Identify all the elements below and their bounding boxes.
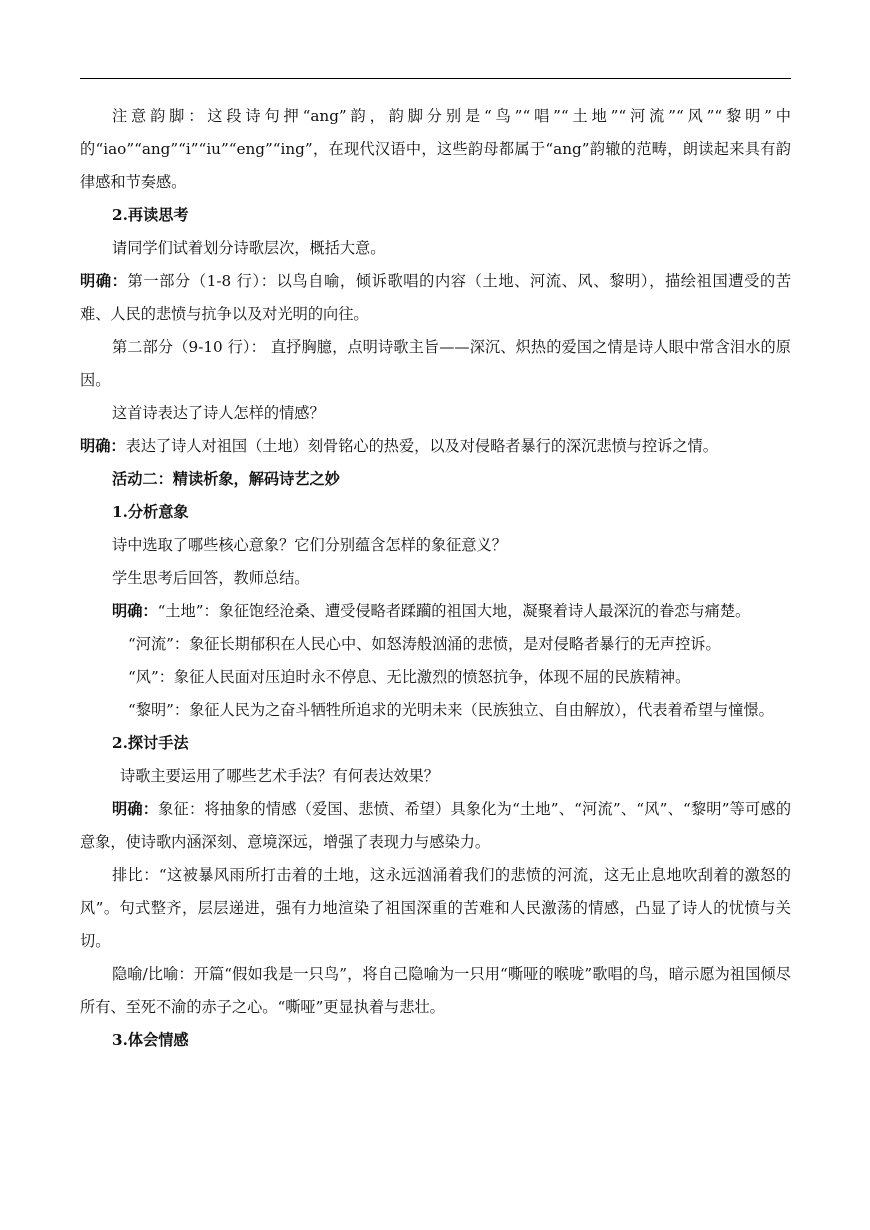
emotion-answer: 明确：表达了诗人对祖国（土地）刻骨铭心的热爱，以及对侵略者暴行的深沉悲愤与控诉之情。 [80, 437, 718, 455]
answer-part-one: 明确：第一部分（1-8 行）：以鸟自喻，倾诉歌唱的内容（土地、河流、风、黎明），描绘祖国遭受的苦难、人民的悲愤与抗争以及对光明的向往。 [80, 272, 792, 323]
technique-symbolism: 明确：象征：将抽象的情感（爱国、悲愤、希望）具象化为“土地”、“河流”、“风”、“黎明”等可感的意象，使诗歌内涵深刻、意境深远，增强了表现力与感染力。 [80, 800, 792, 851]
technique-parallelism: 排比：“这被暴风雨所打击着的土地，这永远汹涌着我们的悲愤的河流，这无止息地吹刮着的激怒的风”。句式整齐，层层递进，强有力地渲染了祖国深重的苦难和人民激荡的情感，凸显了诗人的忧愤与关切。 [80, 866, 791, 950]
answer-label: 明确： [80, 437, 126, 455]
technique-metaphor: 隐喻/比喻：开篇“假如我是一只鸟”，将自己隐喻为一只用“嘶哑的喉咙”歌唱的鸟，暗示愿为祖国倾尽所有、至死不渝的赤子之心。“嘶哑”更显执着与悲壮。 [80, 965, 791, 1016]
answer-label: 明确： [112, 800, 159, 818]
imagery-answer-dawn: “黎明”：象征人民为之奋斗牺牲所追求的光明未来（民族独立、自由解放），代表着希望与憧憬。 [128, 701, 774, 719]
document-body [80, 100, 791, 1057]
technique-question: 诗歌主要运用了哪些艺术手法？有何表达效果？ [120, 767, 439, 785]
imagery-instruction: 学生思考后回答，教师总结。 [112, 569, 310, 587]
rhyme-note: 注意韵脚：这段诗句押“ang”韵，韵脚分别是“鸟”“唱”“土地”“河流”“风”“黎明”中的“iao”“ang”“i”“iu”“eng”“ing”，在现代汉语中，这些韵母都属于“ang”韵辙的范畴，朗读起来具有韵律感和节奏感。 [80, 107, 791, 191]
answer-label: 明确： [112, 602, 158, 620]
answer-label: 明确： [80, 272, 128, 290]
section-heading-technique: 2.探讨手法 [112, 734, 189, 752]
imagery-question: 诗中选取了哪些核心意象？它们分别蕴含怎样的象征意义？ [112, 536, 507, 554]
answer-part-two: 第二部分（9-10 行）： 直抒胸臆，点明诗歌主旨——深沉、炽热的爱国之情是诗人眼中常含泪水的原因。 [80, 338, 791, 389]
section-heading-reread: 2.再读思考 [112, 206, 189, 224]
section-heading-emotion: 3.体会情感 [112, 1031, 189, 1049]
imagery-answer-wind: “风”：象征人民面对压迫时永不停息、无比激烈的愤怒抗争，体现不屈的民族精神。 [128, 668, 691, 686]
header-rule [80, 78, 791, 79]
imagery-answer-river: “河流”：象征长期郁积在人民心中、如怒涛般汹涌的悲愤，是对侵略者暴行的无声控诉。 [128, 635, 721, 653]
section-heading-imagery: 1.分析意象 [112, 503, 189, 521]
emotion-question: 这首诗表达了诗人怎样的情感？ [112, 404, 325, 422]
imagery-answer-land: 明确：“土地”：象征饱经沧桑、遭受侵略者蹂躏的祖国大地，凝聚着诗人最深沉的眷恋与痛楚。 [112, 602, 751, 620]
reread-question: 请同学们试着划分诗歌层次，概括大意。 [112, 239, 386, 257]
activity-heading: 活动二：精读析象，解码诗艺之妙 [112, 470, 340, 488]
